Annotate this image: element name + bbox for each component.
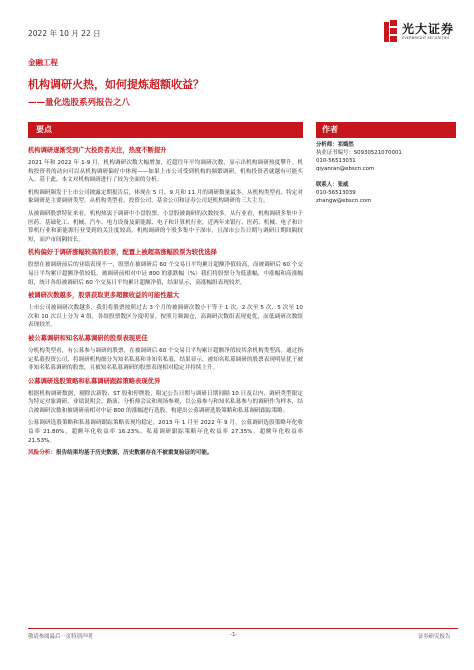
- brand-logo: [384, 20, 458, 48]
- report-category: 金融工程: [28, 58, 58, 67]
- footer-divider: [28, 628, 458, 629]
- summary-content: [28, 146, 303, 462]
- footer-report-type: 证券研究报告: [418, 634, 451, 640]
- page-number: -1-: [230, 632, 238, 638]
- risk-analysis: [28, 449, 303, 458]
- contact-phone: 010-56513039: [316, 190, 356, 196]
- summary-header: [28, 122, 303, 138]
- paragraph: 上市公司被调研次数越多，我们将股票按照过去 3 个月的被调研次数小于等于 1 次、2 次至 5 次、5 次至 10 次和 10 次以上分为 4 组，各组股票数区分度明显。按照月频调仓，高调研次数组表现更优，而低调研次数组表现较差。: [28, 305, 303, 329]
- logo-mark-icon: [384, 20, 398, 44]
- risk-label: 风险分析：: [28, 450, 56, 457]
- paragraph: 从被调研股票特征来看，机构热衷于调研中小盘股票，小盘股被调研的次数较多。从行业看，机构调研多集中于医药、基础化工、机械、汽车、电力设备及新能源、电子和计算机行业，近两年来银行、医药、机械、电子和计算机行业和新能源行业受到的关注度较高。机构调研的个股多集中于深市，且深市公告日期与调研日期间隔较短，而沪市间隔较长。: [28, 210, 303, 243]
- paragraph: 根据机构调研数据，剔除次新股、ST 股和停牌股，限定公告日期与调研日期间隔 10 日及以内，调研类型限定为特定对象调研、业绩说明会、路演、分析师会议和现场参观，以公募参与和知名私募参与的调研作为样本，结合被调研次数和被调研前相对中证 800 的涨幅进行选股，构建出公募调研选股策略和私募调研跟踪策略。: [28, 390, 303, 414]
- paragraph: 分机构类型看，有公募参与调研的股票，在被调研后 60 个交易日平均累计超额净值较其余机构类型高。通过指定私募投资公司，将调研机构细分为知名私募和非知名私募，结果显示，被知名私募调研的股票表现明显优于被非知名私募调研的股票，且被知名私募调研的股票表现相对稳定并持续上升。: [28, 347, 303, 372]
- logo-english-name: EVERBRIGHT SECURITIES: [402, 36, 450, 40]
- analyst-phone: 010-56513031: [316, 158, 356, 164]
- contact-name: 联系人：张威: [316, 182, 349, 188]
- footer-disclaimer: 敬请参阅最后一页特别声明: [28, 634, 93, 640]
- summary-label: 要点: [36, 125, 52, 134]
- section-heading: 机构偏好于调研涨幅较高的股票，配置上被超高涨幅股票为较优选择: [28, 249, 217, 257]
- authors-header: [316, 122, 456, 138]
- report-title: 机构调研火热，如何提炼超额收益？: [28, 78, 204, 91]
- section-heading: 公募调研选股策略和私募调研跟踪策略表现优异: [28, 377, 161, 385]
- report-subtitle: ——量化选股系列报告之八: [28, 98, 131, 108]
- section-heading: 被调研次数越多，股票获取更多超额收益的可能性越大: [28, 292, 180, 300]
- section-heading: 机构调研逐渐受到广大投资者关注，热度不断提升: [28, 147, 167, 154]
- analyst-email[interactable]: qiyanran@ebscn.com: [316, 166, 375, 172]
- analyst-cert: 执业证书编号：S0930521070001: [316, 150, 402, 156]
- paragraph: 2021 年和 2022 年 1-9 月，机构调研次数大幅增加，近超往年平均调研次数，显示出机构调研热度攀升。机构投资者的动向可以从机构调研偏好中体现——如果上市公司受到机构的频繁调研，机构投资者就越有可能买入。基于此，本文对机构调研进行了较为全面的分析。: [28, 160, 303, 184]
- report-date: 2022 年 10 月 22 日: [28, 29, 101, 38]
- logo-name: 光大证券: [402, 22, 455, 36]
- paragraph: 机构调研频发于上市公司披露定期报告后，体现在 5 月、9 月和 11 月的调研数量最多。从机构类型看，特定对象调研是主要调研类型。从机构类型看，投资公司、基金公司和证券公司是机构调研的三大主力。: [28, 189, 303, 205]
- author-info: [316, 141, 456, 205]
- paragraph: 公募调研选股策略和私募调研跟踪策略表现均稳定。2013 年 1 月至 2022 年 9 月，公募调研选股策略年化收益率 21.80%，超额年化收益率 16.23%。私募调研跟踪策略年化收益率 27.35%，超额年化收益率 21.53%。: [28, 420, 303, 444]
- authors-label: 作者: [322, 125, 338, 134]
- paragraph: 股票在被调研前后的业绩表现不一，股票在被调研后 60 个交易日平均累计超额净值较高，而被调研后 60 个交易日平均累计超额净值较低。被调研前相对中证 800 的涨跌幅（%）我们将股票分为低涨幅、中涨幅和高涨幅组，统计各组被调研后 60 个交易日平均累计超额净值，结果显示，高涨幅组表现较差。: [28, 262, 303, 286]
- section-heading: 被公募调研和知名私募调研的股票表现更佳: [28, 334, 148, 342]
- contact-email[interactable]: zhangw@ebscn.com: [316, 198, 372, 204]
- analyst-name: 分析师：祁嫣然: [316, 142, 354, 148]
- risk-text: 报告结果均基于历史数据，历史数据存在不被重复验证的可能。: [55, 450, 213, 457]
- author-panel: [316, 122, 456, 205]
